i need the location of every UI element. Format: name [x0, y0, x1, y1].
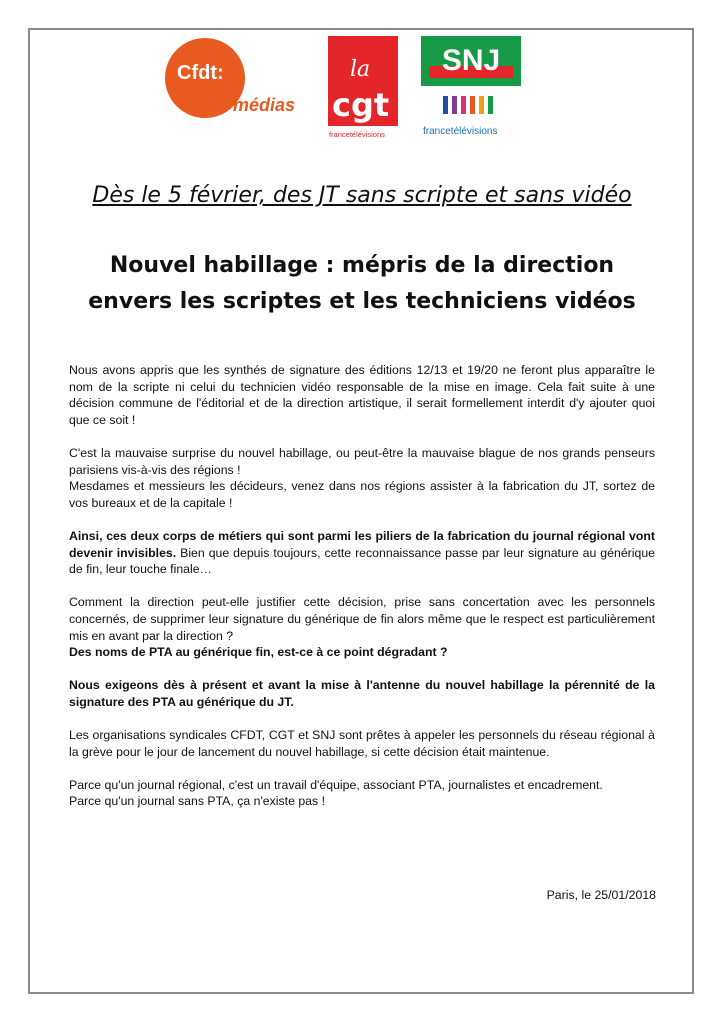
paragraph-7 [69, 777, 655, 810]
paragraph-3-bold: Ainsi, ces deux corps de métiers qui sont parmi les piliers de la fabrication du journal régional vont devenir invisibles. [69, 528, 655, 560]
cgt-la-text: la [350, 57, 371, 82]
paragraph-4-text: Comment la direction peut-elle justifier cette décision, prise sans concertation avec les personnels concernés, de supprimer leur signature du générique de fin alors même que le respect est particulièrement mis en avant par la direction ? [69, 595, 655, 643]
paragraph-6: Les organisations syndicales CFDT, CGT et SNJ sont prêtes à appeler les personnels du réseau régional à la grève pour le jour de lancement du nouvel habillage, si cette décision était maintenue. [69, 728, 655, 759]
snj-logo [421, 36, 521, 140]
paragraph-5: Nous exigeons dès à présent et avant la mise à l'antenne du nouvel habillage la pérennité de la signature des PTA au générique du JT. [69, 678, 655, 709]
body-text [69, 362, 655, 827]
cfdt-medias-text: médias [233, 95, 296, 115]
cgt-logo [328, 36, 398, 140]
paragraph-7-line-b: Parce qu'un journal sans PTA, ça n'existe pas ! [69, 794, 326, 809]
paragraph-4-bold: Des noms de PTA au générique fin, est-ce à ce point dégradant ? [69, 645, 448, 660]
paragraph-2-line-a: C'est la mauvaise surprise du nouvel habillage, ou peut-être la mauvaise blague de nos grands penseurs parisiens vis-à-vis des régions ! [69, 445, 655, 477]
page-subtitle [0, 248, 724, 320]
snj-francetv-text: francetélévisions [423, 126, 498, 137]
subtitle-line-1: Nouvel habillage : mépris de la direction [109, 253, 615, 278]
paragraph-2 [69, 445, 655, 511]
paragraph-3-rest: Bien que depuis toujours, cette reconnaissance passe par leur signature au générique de fin, leur touche finale… [69, 545, 656, 577]
logo-row [0, 0, 724, 140]
snj-text: SNJ [441, 44, 501, 77]
cfdt-logo-text: Cfdt: [177, 62, 224, 84]
cgt-text: cgt [332, 86, 390, 124]
paragraph-3 [69, 528, 655, 578]
paragraph-4 [69, 594, 655, 660]
cgt-francetv-text: francetélévisions [329, 130, 385, 139]
paragraph-7-line-a: Parce qu'un journal régional, c'est un travail d'équipe, associant PTA, journalistes et encadrement. [69, 777, 603, 792]
paragraph-2-line-b: Mesdames et messieurs les décideurs, venez dans nos régions assister à la fabrication du JT, sortez de vos bureaux et de la capitale ! [69, 479, 655, 510]
francetv-bars-icon [443, 96, 493, 114]
subtitle-line-2: envers les scriptes et les techniciens vidéos [88, 289, 636, 314]
date-line: Paris, le 25/01/2018 [546, 888, 656, 902]
paragraph-1: Nous avons appris que les synthés de signature des éditions 12/13 et 19/20 ne feront plus apparaître le nom de la scripte ni celui du technicien vidéo responsable de la mise en image. Cela fait suite à une décision commune de l'éditorial et de la direction artistique, il serait formellement interdit d'y ajouter quoi que ce soit ! [69, 363, 655, 427]
page-title: Dès le 5 février, des JT sans scripte et sans vidéo [92, 183, 632, 208]
